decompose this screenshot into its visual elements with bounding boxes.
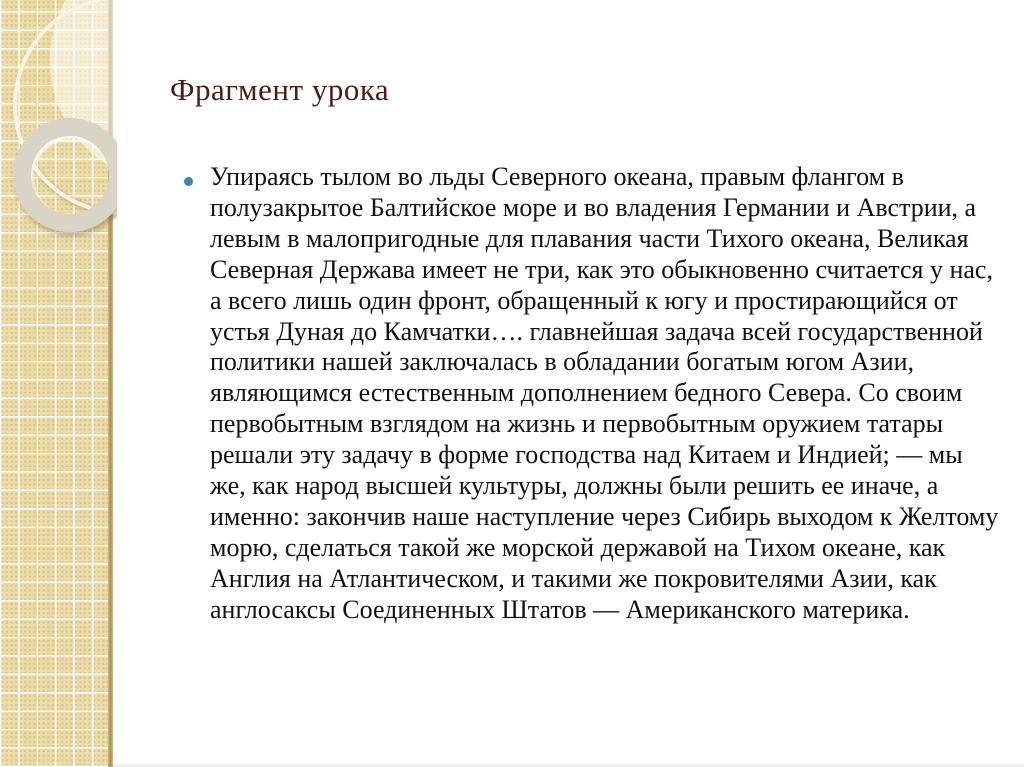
decorative-gray-ring — [13, 118, 117, 232]
left-decorative-strip — [0, 0, 117, 767]
bullet-dot-icon — [184, 177, 193, 186]
bullet-paragraph: Упираясь тылом во льды Северного океана, правым флангом в полузакрытое Балтийское море и во владения Германии и Австрии, а левым в малопригодные для плавания части Тихого океана, Великая Северная Держава имеет не три, как это обыкновенно считается у нас, а всего лишь один фронт, обращенный к югу и простирающийся от устья Дуная до Камчатки…. главнейшая задача всей государственной политики нашей заключалась в обладании богатым югом Азии, являющимся естественным дополнением бедного Севера. Со своим первобытным взглядом на жизнь и первобытным оружием татары решали эту задачу в форме господства над Китаем и Индией; — мы же, как народ высшей культуры, должны были решить ее иначе, а именно: закончив наше наступление через Сибирь выходом к Желтому морю, сделаться такой же морской державой на Тихом океане, как Англия на Атлантическом, и такими же покровителями Азии, как англосаксы Соединенных Штатов — Американского материка. — [210, 162, 999, 624]
slide-title: Фрагмент урока — [170, 72, 390, 107]
